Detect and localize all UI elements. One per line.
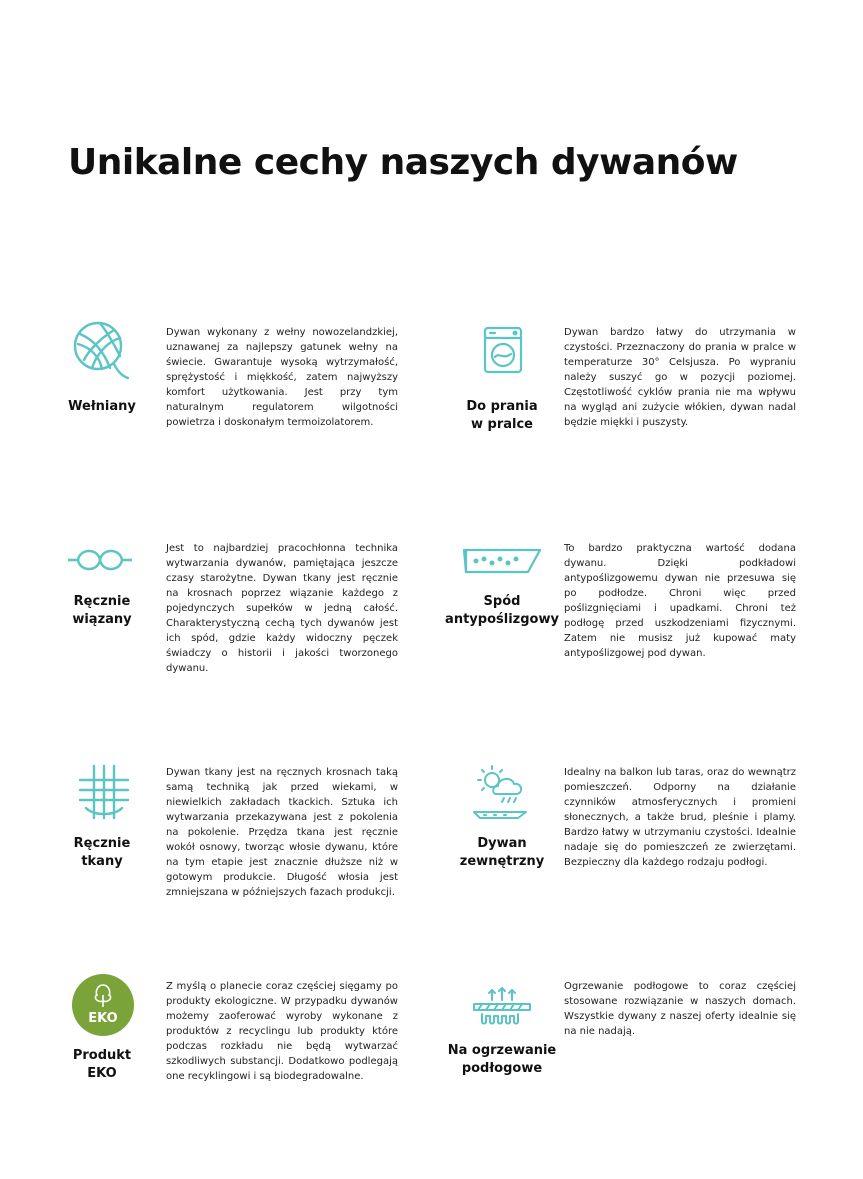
feature-label-line: Dywan xyxy=(477,836,527,851)
feature-label xyxy=(52,398,152,416)
feature-label-line: Spód xyxy=(483,594,521,609)
feature-label xyxy=(452,835,552,871)
feature-label-line: antypoślizgowy xyxy=(445,612,559,627)
feature-label-line: Wełniany xyxy=(68,399,136,414)
weather-sun-cloud-rain-icon xyxy=(470,758,534,822)
feature-label xyxy=(444,1042,560,1078)
feature-label xyxy=(52,1047,152,1083)
feature-label xyxy=(452,398,552,434)
feature-description: Ogrzewanie podłogowe to coraz częściej stosowane rozwiązanie w naszych domach. Wszystkie dywany z naszej oferty idealnie się na nie nadają. xyxy=(564,981,796,1037)
feature-label-line: zewnętrzny xyxy=(459,854,545,869)
feature-description: Dywan bardzo łatwy do utrzymania w czystości. Przeznaczony do prania w pralce w temperaturze 30° Celsjusza. Po wypraniu należy suszyć go w pozycji poziomej. Częstotliwość cyklów prania nie ma wpływu na wygląd ani zużycie włókien, dywan nadal będzie miękki i puszysty. xyxy=(564,327,796,428)
eko-badge-text: EKO xyxy=(88,1011,118,1026)
floor-heating-icon xyxy=(470,978,534,1042)
knot-icon xyxy=(68,528,132,592)
feature-description: Dywan wykonany z wełny nowozelandzkiej, uznawanej za najlepszy gatunek wełny na świecie. Gwarantuje wysoką wytrzymałość, sprężystość i miękkość, zatem najwyższy komfort użytkowania. Jest przy tym naturalnym regulatorem wilgotności powietrza i doskonałym termoizolatorem. xyxy=(166,327,398,428)
page-title: Unikalne cechy naszych dywanów xyxy=(68,142,738,183)
yarn-ball-icon xyxy=(70,318,134,382)
feature-label-line: Do prania xyxy=(466,399,538,414)
weave-grid-icon xyxy=(72,760,136,824)
feature-label-line: Ręcznie xyxy=(73,836,131,851)
feature-description: Dywan tkany jest na ręcznych krosnach taką samą techniką jak przed wiekami, w niewielkich zakładach tkackich. Sztuka ich wytwarzania przekazywana jest z pokolenia na pokolenie. Przędza tkana jest ręcznie wokół osnowy, tworząc włosie dywanu, które na tym etapie jest znacznie dłuższe niż w gotowym produkcie. Długość włosia jest zmniejszana w późniejszych fazach produkcji. xyxy=(166,767,398,898)
anti-slip-underlay-icon xyxy=(462,530,542,594)
feature-description: To bardzo praktyczna wartość dodana dywanu. Dzięki podkładowi antypoślizgowemu dywan nie przesuwa się po podłodze. Chroni więc przed poślizgnięciami i upadkami. Chroni też podłogę przed uszkodzeniami fizycznymi. Zatem nie musisz już kupować maty antypoślizgowej pod dywan. xyxy=(564,543,796,659)
washing-machine-icon xyxy=(471,318,535,382)
feature-label-line: tkany xyxy=(81,854,123,869)
feature-label xyxy=(444,593,560,629)
feature-label-line: Produkt xyxy=(72,1048,132,1063)
feature-label-line: w pralce xyxy=(470,417,533,432)
feature-label-line: podłogowe xyxy=(461,1061,543,1076)
feature-label xyxy=(52,593,152,629)
feature-description: Idealny na balkon lub taras, oraz do wewnątrz pomieszczeń. Odporny na działanie czynników atmosferycznych i promieni słonecznych, a także brud, pleśnie i plamy. Bardzo łatwy w utrzymaniu czystości. Idealnie nadaje się do pomieszczeń ze zwierzętami. Bezpieczny dla każdego rodzaju podłogi. xyxy=(564,767,796,868)
feature-description: Jest to najbardziej pracochłonna technika wytwarzania dywanów, pamiętająca jeszcze czasy starożytne. Dywan tkany jest ręcznie na krosnach poprzez wiązanie każdego z pojedynczych supełków w jedną całość. Charakterystyczną cechą tych dywanów jest ich spód, gdzie każdy widoczny pęczek świadczy o historii i jakości tworzonego dywanu. xyxy=(166,543,398,674)
feature-label-line: Ręcznie xyxy=(73,594,131,609)
feature-label xyxy=(52,835,152,871)
feature-description: Z myślą o planecie coraz częściej sięgamy po produkty ekologiczne. W przypadku dywanów możemy zaoferować wyroby wykonane z produktów z recyclingu lub produkty które podczas rozkładu nie będą wytwarzać szkodliwych substancji. Dodatkowo podlegają one recyklingowi i są biodegradowalne. xyxy=(166,981,398,1082)
feature-label-line: Na ogrzewanie xyxy=(447,1043,557,1058)
feature-label-line: wiązany xyxy=(72,612,132,627)
eko-tree-badge-icon xyxy=(71,973,135,1037)
feature-label-line: EKO xyxy=(87,1066,117,1081)
